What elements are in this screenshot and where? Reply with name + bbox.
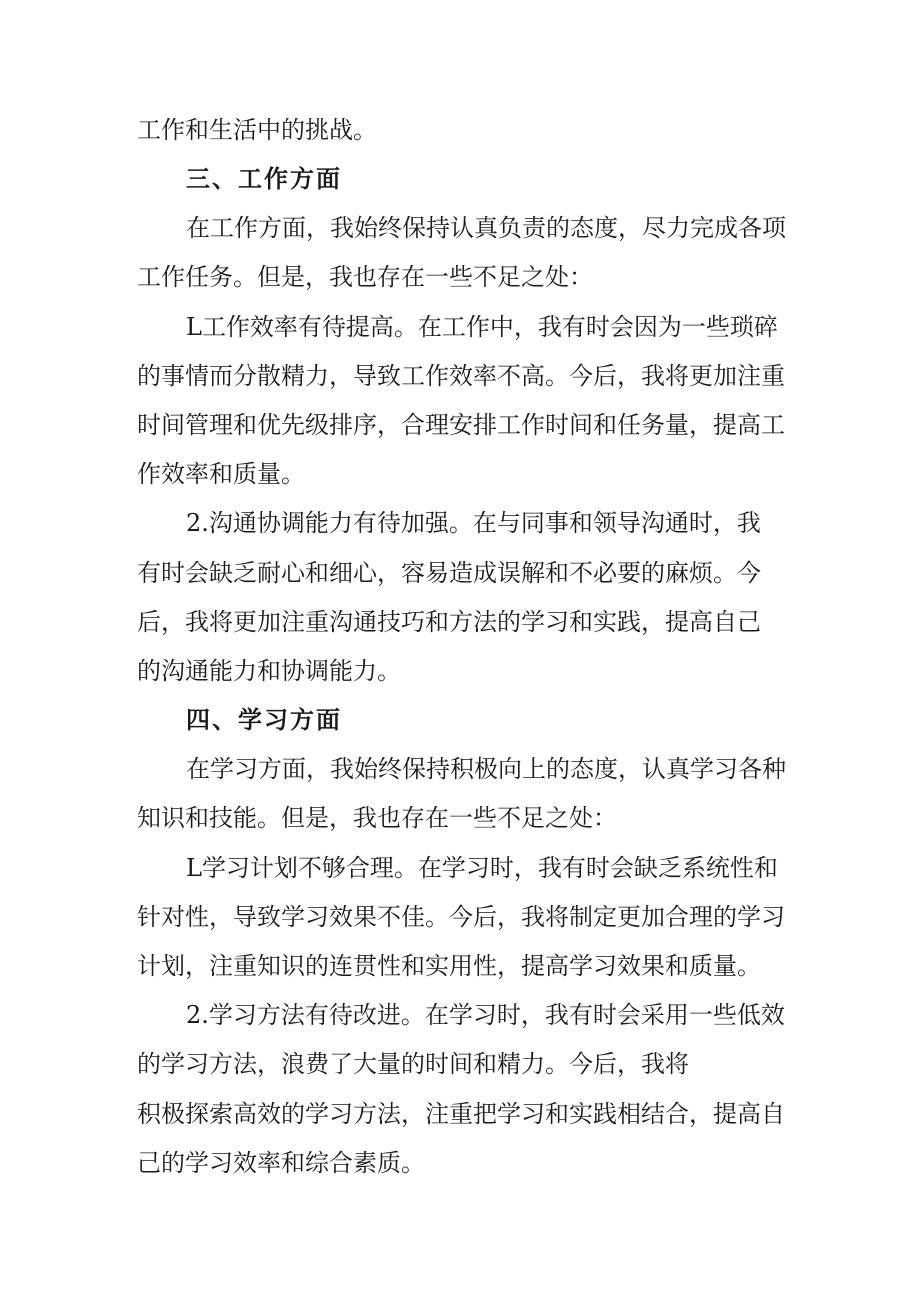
body-line: 计划，注重知识的连贯性和实用性，提高学习效果和质量。 [137, 952, 761, 980]
body-line: 工作和生活中的挑战。 [137, 116, 377, 144]
section-heading-study: 四、学习方面 [186, 706, 342, 734]
body-line: 的学习方法，浪费了大量的时间和精力。今后，我将 [137, 1050, 689, 1078]
body-line: L工作效率有待提高。在工作中，我有时会因为一些琐碎 [186, 313, 778, 341]
section-heading-work: 三、工作方面 [186, 165, 342, 193]
body-line: L学习计划不够合理。在学习时，我有时会缺乏系统性和 [186, 854, 778, 882]
body-line: 有时会缺乏耐心和细心，容易造成误解和不必要的麻烦。今 [137, 559, 761, 587]
body-line: 作效率和质量。 [137, 460, 305, 488]
body-line: 在工作方面，我始终保持认真负责的态度，尽力完成各项 [186, 214, 786, 242]
body-line: 知识和技能。但是，我也存在一些不足之处： [137, 804, 617, 832]
body-line: 针对性，导致学习效果不佳。今后，我将制定更加合理的学习 [137, 903, 785, 931]
body-line: 己的学习效率和综合素质。 [137, 1149, 425, 1177]
body-line: 积极探索高效的学习方法，注重把学习和实践相结合，提高自 [137, 1100, 785, 1128]
body-line: 工作任务。但是，我也存在一些不足之处： [137, 263, 593, 291]
body-line: 时间管理和优先级排序，合理安排工作时间和任务量，提高工 [137, 411, 785, 439]
body-line: 2.沟通协调能力有待加强。在与同事和领导沟通时，我 [186, 509, 761, 537]
body-line: 在学习方面，我始终保持积极向上的态度，认真学习各种 [186, 755, 786, 783]
body-line: 后，我将更加注重沟通技巧和方法的学习和实践，提高自己 [137, 608, 761, 636]
body-line: 的事情而分散精力，导致工作效率不高。今后，我将更加注重 [137, 362, 785, 390]
body-line: 的沟通能力和协调能力。 [137, 657, 401, 685]
body-line: 2.学习方法有待改进。在学习时，我有时会采用一些低效 [186, 1001, 785, 1029]
